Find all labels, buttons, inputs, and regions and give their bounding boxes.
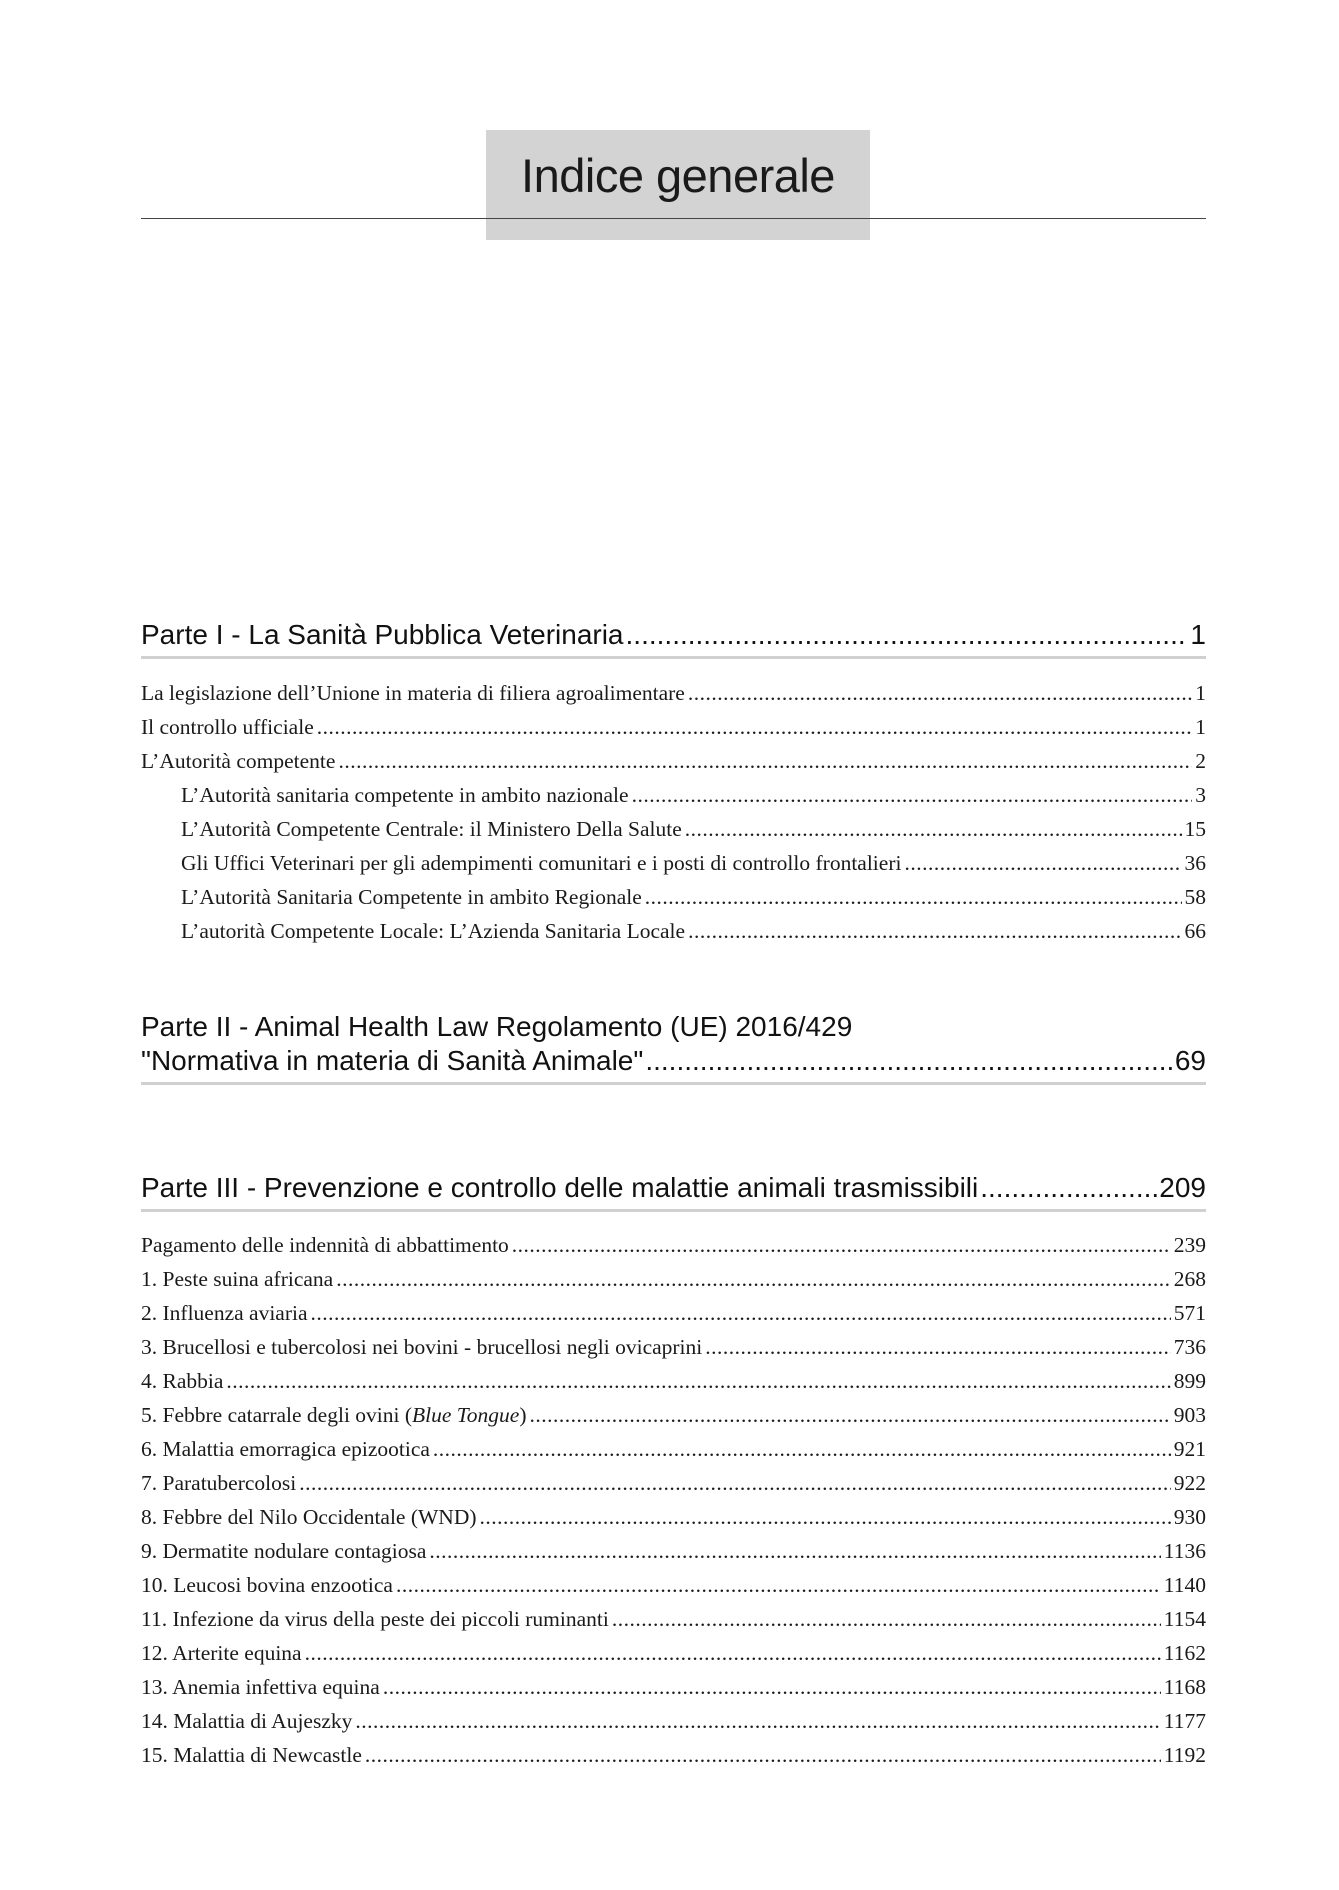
toc-entry-label: 6. Malattia emorragica epizootica (141, 1437, 430, 1461)
part-1-page: 1 (1190, 619, 1206, 650)
part-2-heading-line2: "Normativa in materia di Sanità Animale" (141, 1045, 644, 1076)
toc-entry-label: 7. Paratubercolosi (141, 1471, 297, 1495)
toc-entry-label: L’autorità Competente Locale: L’Azienda Sanitaria Locale (181, 919, 686, 943)
toc-entry-page: 36 (1184, 851, 1206, 875)
toc-entry-label: Pagamento delle indennità di abbattimento (141, 1233, 509, 1257)
leader-dots (688, 676, 1192, 710)
toc-entry-label: 9. Dermatite nodulare contagiosa (141, 1539, 427, 1563)
toc-entry-page: 903 (1173, 1403, 1206, 1427)
leader-dots (626, 618, 1189, 652)
toc-entry-page: 922 (1173, 1471, 1206, 1495)
toc-entry-page: 1136 (1163, 1539, 1206, 1563)
toc-entry-page: 1140 (1163, 1573, 1206, 1597)
part-2-heading (141, 1044, 1206, 1078)
toc-entry-page: 1177 (1163, 1709, 1206, 1733)
page-title: Indice generale (521, 149, 835, 202)
leader-dots (688, 914, 1181, 948)
part-2-page: 69 (1174, 1045, 1206, 1076)
toc-entry[interactable] (141, 1534, 1206, 1568)
leader-dots (317, 710, 1193, 744)
toc-subentry[interactable] (141, 812, 1206, 846)
toc-entry-label: 4. Rabbia (141, 1369, 224, 1393)
toc-entry-page: 3 (1195, 783, 1206, 807)
toc-entry-page: 1168 (1163, 1675, 1206, 1699)
toc-entry[interactable] (141, 1432, 1206, 1466)
part-3-heading-label: Parte III - Prevenzione e controllo delle malattie animali trasmissibili (141, 1172, 979, 1203)
part-3-heading (141, 1171, 1206, 1205)
leader-dots (336, 1262, 1171, 1296)
leader-dots (383, 1670, 1161, 1704)
toc-part-3 (141, 1171, 1206, 1212)
toc-entry-page: 15 (1184, 817, 1206, 841)
leader-dots (612, 1602, 1161, 1636)
leader-dots (645, 1044, 1173, 1078)
toc-entry[interactable] (141, 1262, 1206, 1296)
toc-entry-page: 930 (1173, 1505, 1206, 1529)
leader-dots (338, 744, 1192, 778)
leader-dots (305, 1636, 1161, 1670)
leader-dots (705, 1330, 1170, 1364)
toc-entry[interactable] (141, 744, 1206, 778)
toc-entry-page: 1154 (1163, 1607, 1206, 1631)
toc-entry-page: 1192 (1163, 1743, 1206, 1767)
toc-entry-label: L’Autorità Sanitaria Competente in ambito Regionale (181, 885, 642, 909)
toc-entry-page: 899 (1173, 1369, 1206, 1393)
toc-entry-label: 11. Infezione da virus della peste dei piccoli ruminanti (141, 1607, 609, 1631)
toc-entry[interactable] (141, 1568, 1206, 1602)
part-3-rule (141, 1209, 1206, 1212)
toc-entry-page: 921 (1173, 1437, 1206, 1461)
leader-dots (226, 1364, 1170, 1398)
leader-dots (904, 846, 1181, 880)
leader-dots (480, 1500, 1171, 1534)
part-2-heading-line1: Parte II - Animal Health Law Regolamento (UE) 2016/429 (141, 1011, 853, 1042)
leader-dots (685, 812, 1182, 846)
toc-entry-page: 1162 (1163, 1641, 1206, 1665)
toc-entry[interactable] (141, 1228, 1206, 1262)
title-rule (141, 218, 1206, 219)
toc-entry-label-post: ) (519, 1403, 527, 1427)
leader-dots (429, 1534, 1160, 1568)
toc-entry-label: 14. Malattia di Aujeszky (141, 1709, 353, 1733)
toc-entry-label: 8. Febbre del Nilo Occidentale (WND) (141, 1505, 477, 1529)
toc-entry-label (141, 1398, 527, 1432)
leader-dots (632, 778, 1193, 812)
toc-entry-label: 2. Influenza aviaria (141, 1301, 308, 1325)
toc-subentry[interactable] (141, 880, 1206, 914)
toc-entry-label: La legislazione dell’Unione in materia di filiera agroalimentare (141, 681, 685, 705)
toc-entry-label: L’Autorità competente (141, 749, 336, 773)
toc-entry[interactable] (141, 1364, 1206, 1398)
toc-subentry[interactable] (141, 846, 1206, 880)
toc-entry[interactable] (141, 1738, 1206, 1772)
leader-dots (365, 1738, 1161, 1772)
leader-dots (299, 1466, 1171, 1500)
toc-entry[interactable] (141, 1602, 1206, 1636)
toc-entry[interactable] (141, 1466, 1206, 1500)
leader-dots (645, 880, 1182, 914)
part-1-heading-label: Parte I - La Sanità Pubblica Veterinaria (141, 619, 624, 650)
toc-entry-page: 736 (1173, 1335, 1206, 1359)
toc-entry-label: 3. Brucellosi e tubercolosi nei bovini - brucellosi negli ovicaprini (141, 1335, 703, 1359)
leader-dots (433, 1432, 1171, 1466)
toc-entry[interactable] (141, 1500, 1206, 1534)
leader-dots (512, 1228, 1171, 1262)
toc-entry[interactable] (141, 1330, 1206, 1364)
part-3-page: 209 (1159, 1172, 1206, 1203)
toc-part-2 (141, 1010, 1206, 1085)
part-1-rule (141, 656, 1206, 659)
toc-entry-label-italic: Blue Tongue (412, 1403, 520, 1427)
leader-dots (396, 1568, 1161, 1602)
part-1-heading (141, 618, 1206, 652)
toc-entry-page: 66 (1184, 919, 1206, 943)
toc-entry[interactable] (141, 1636, 1206, 1670)
toc-entry-label: Gli Uffici Veterinari per gli adempimenti comunitari e i posti di controllo frontalieri (181, 851, 902, 875)
toc-subentry[interactable] (141, 778, 1206, 812)
toc-entry-page: 571 (1173, 1301, 1206, 1325)
part-2-rule (141, 1082, 1206, 1085)
toc-entry[interactable] (141, 710, 1206, 744)
toc-entry[interactable] (141, 1296, 1206, 1330)
toc-part-3-entries (141, 1228, 1206, 1772)
toc-entry-page: 239 (1173, 1233, 1206, 1257)
toc-entry[interactable] (141, 676, 1206, 710)
leader-dots (311, 1296, 1171, 1330)
toc-entry-page: 58 (1184, 885, 1206, 909)
leader-dots (980, 1171, 1157, 1205)
toc-entry-label: L’Autorità Competente Centrale: il Ministero Della Salute (181, 817, 682, 841)
toc-entry[interactable] (141, 1398, 1206, 1432)
toc-entry-label: 10. Leucosi bovina enzootica (141, 1573, 393, 1597)
toc-entry-label: 13. Anemia infettiva equina (141, 1675, 380, 1699)
toc-entry-page: 268 (1173, 1267, 1206, 1291)
toc-entry-label: 12. Arterite equina (141, 1641, 302, 1665)
toc-part-1-entries (141, 676, 1206, 948)
toc-entry-page: 1 (1195, 681, 1206, 705)
toc-part-1 (141, 618, 1206, 659)
toc-entry-page: 1 (1195, 715, 1206, 739)
toc-entry[interactable] (141, 1670, 1206, 1704)
toc-entry-label: 1. Peste suina africana (141, 1267, 334, 1291)
toc-entry-label-pre: 5. Febbre catarrale degli ovini ( (141, 1403, 413, 1427)
toc-entry-label: 15. Malattia di Newcastle (141, 1743, 362, 1767)
toc-subentry[interactable] (141, 914, 1206, 948)
leader-dots (355, 1704, 1160, 1738)
toc-entry[interactable] (141, 1704, 1206, 1738)
leader-dots (530, 1398, 1171, 1432)
toc-entry-page: 2 (1195, 749, 1206, 773)
toc-entry-label: L’Autorità sanitaria competente in ambito nazionale (181, 783, 629, 807)
toc-entry-label: Il controllo ufficiale (141, 715, 314, 739)
